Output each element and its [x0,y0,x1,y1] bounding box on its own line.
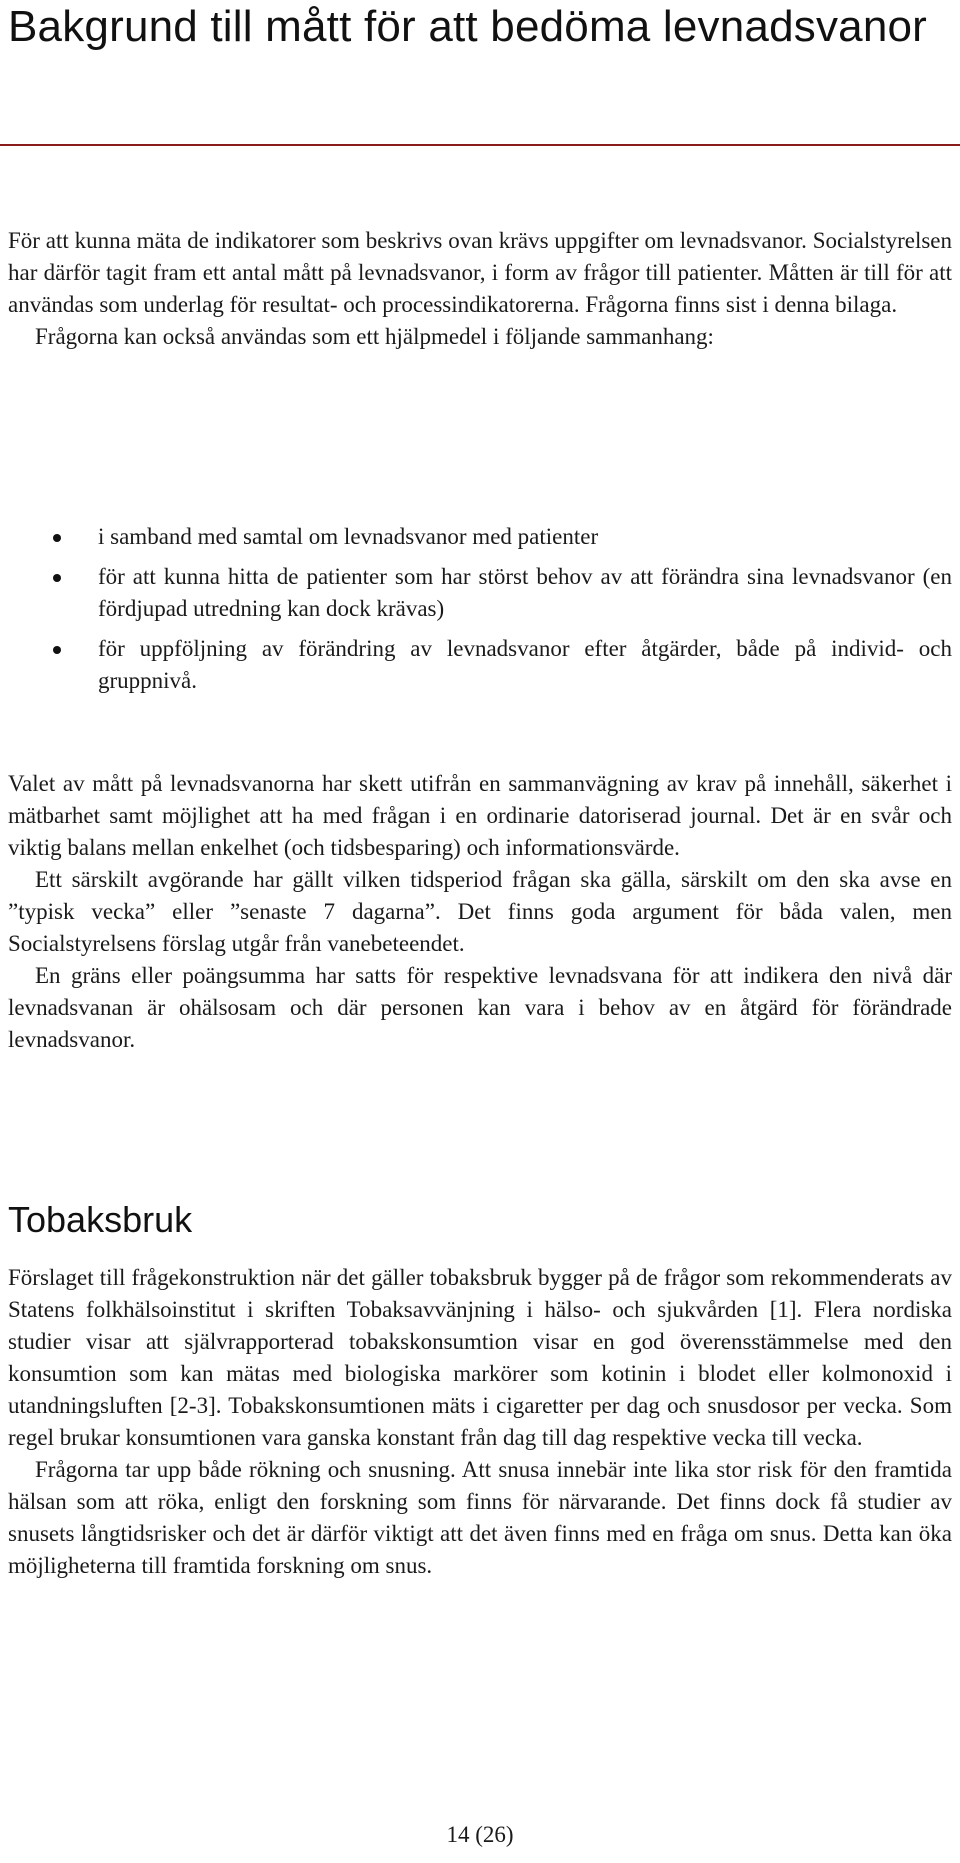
intro-paragraph: För att kunna mäta de indikatorer som beskrivs ovan krävs uppgifter om levnadsvanor. Socialstyrelsen har därför tagit fram ett antal mått på levnadsvanor, i form av frågor till patienter. Måtten är till för att användas som underlag för resultat- och processindikatorerna. Frågorna finns sist i denna bilaga. [8,228,952,317]
section-heading-tobacco: Tobaksbruk [8,1199,193,1240]
page-title: Bakgrund till mått för att bedöma levnadsvanor [8,2,928,51]
list-item [8,561,952,625]
list-item-text: för uppföljning av förändring av levnadsvanor efter åtgärder, både på individ- och gruppnivå. [98,636,952,693]
selection-section [8,768,952,1056]
tobacco-paragraph-1: Förslaget till frågekonstruktion när det gäller tobaksbruk bygger på de frågor som rekommenderats av Statens folkhälsoinstitut i skriften Tobaksavvänjning i hälso- och sjukvården [1]. Flera nordiska studier visar att självrapporterad tobakskonsumtion visar en god överensstämmelse med den konsumtion som kan mätas med biologiska markörer som kotinin i blodet eller kolmonoxid i utandningsluften [2-3]. Tobakskonsumtionen mäts i cigaretter per dag och snusdosor per vecka. Som regel brukar konsumtionen vara ganska konstant från dag till dag respektive vecka till vecka. [8,1265,952,1450]
selection-paragraph-2: Ett särskilt avgörande har gällt vilken tidsperiod frågan ska gälla, särskilt om den ska avse en ”typisk vecka” eller ”senaste 7 dagarna”. Det finns goda argument för båda valen, men Socialstyrelsens förslag utgår från vanebeteendet. [8,867,952,956]
intro-lead-in: Frågorna kan också användas som ett hjälpmedel i följande sammanhang: [35,324,714,349]
list-item [8,521,952,553]
page-number: 14 (26) [446,1822,514,1847]
tobacco-paragraph-2: Frågorna tar upp både rökning och snusning. Att snusa innebär inte lika stor risk för den framtida hälsan som att röka, enligt den forskning som finns för närvarande. Det finns dock få studier av snusets långtidsrisker och det är därför viktigt att det även finns med en fråga om snus. Detta kan öka möjligheterna till framtida forskning om snus. [8,1457,952,1578]
title-divider [0,144,960,146]
selection-paragraph-3: En gräns eller poängsumma har satts för respektive levnadsvana för att indikera den nivå där levnadsvanan är ohälsosam och där personen kan vara i behov av en åtgärd för förändrade levnadsvanor. [8,963,952,1052]
list-item [8,633,952,697]
selection-paragraph-1: Valet av mått på levnadsvanorna har skett utifrån en sammanvägning av krav på innehåll, säkerhet i mätbarhet samt möjlighet att ha med frågan i en ordinarie datoriserad journal. Det är en svår och viktig balans mellan enkelhet (och tidsbesparing) och informationsvärde. [8,771,952,860]
usage-list [8,521,952,705]
tobacco-section [8,1262,952,1582]
bullet-icon [53,574,61,582]
intro-section [8,225,952,353]
bullet-icon [53,646,61,654]
list-item-text: i samband med samtal om levnadsvanor med patienter [98,524,599,549]
bullet-icon [53,534,61,542]
list-item-text: för att kunna hitta de patienter som har störst behov av att förändra sina levnadsvanor (en fördjupad utredning kan dock krävas) [98,564,952,621]
